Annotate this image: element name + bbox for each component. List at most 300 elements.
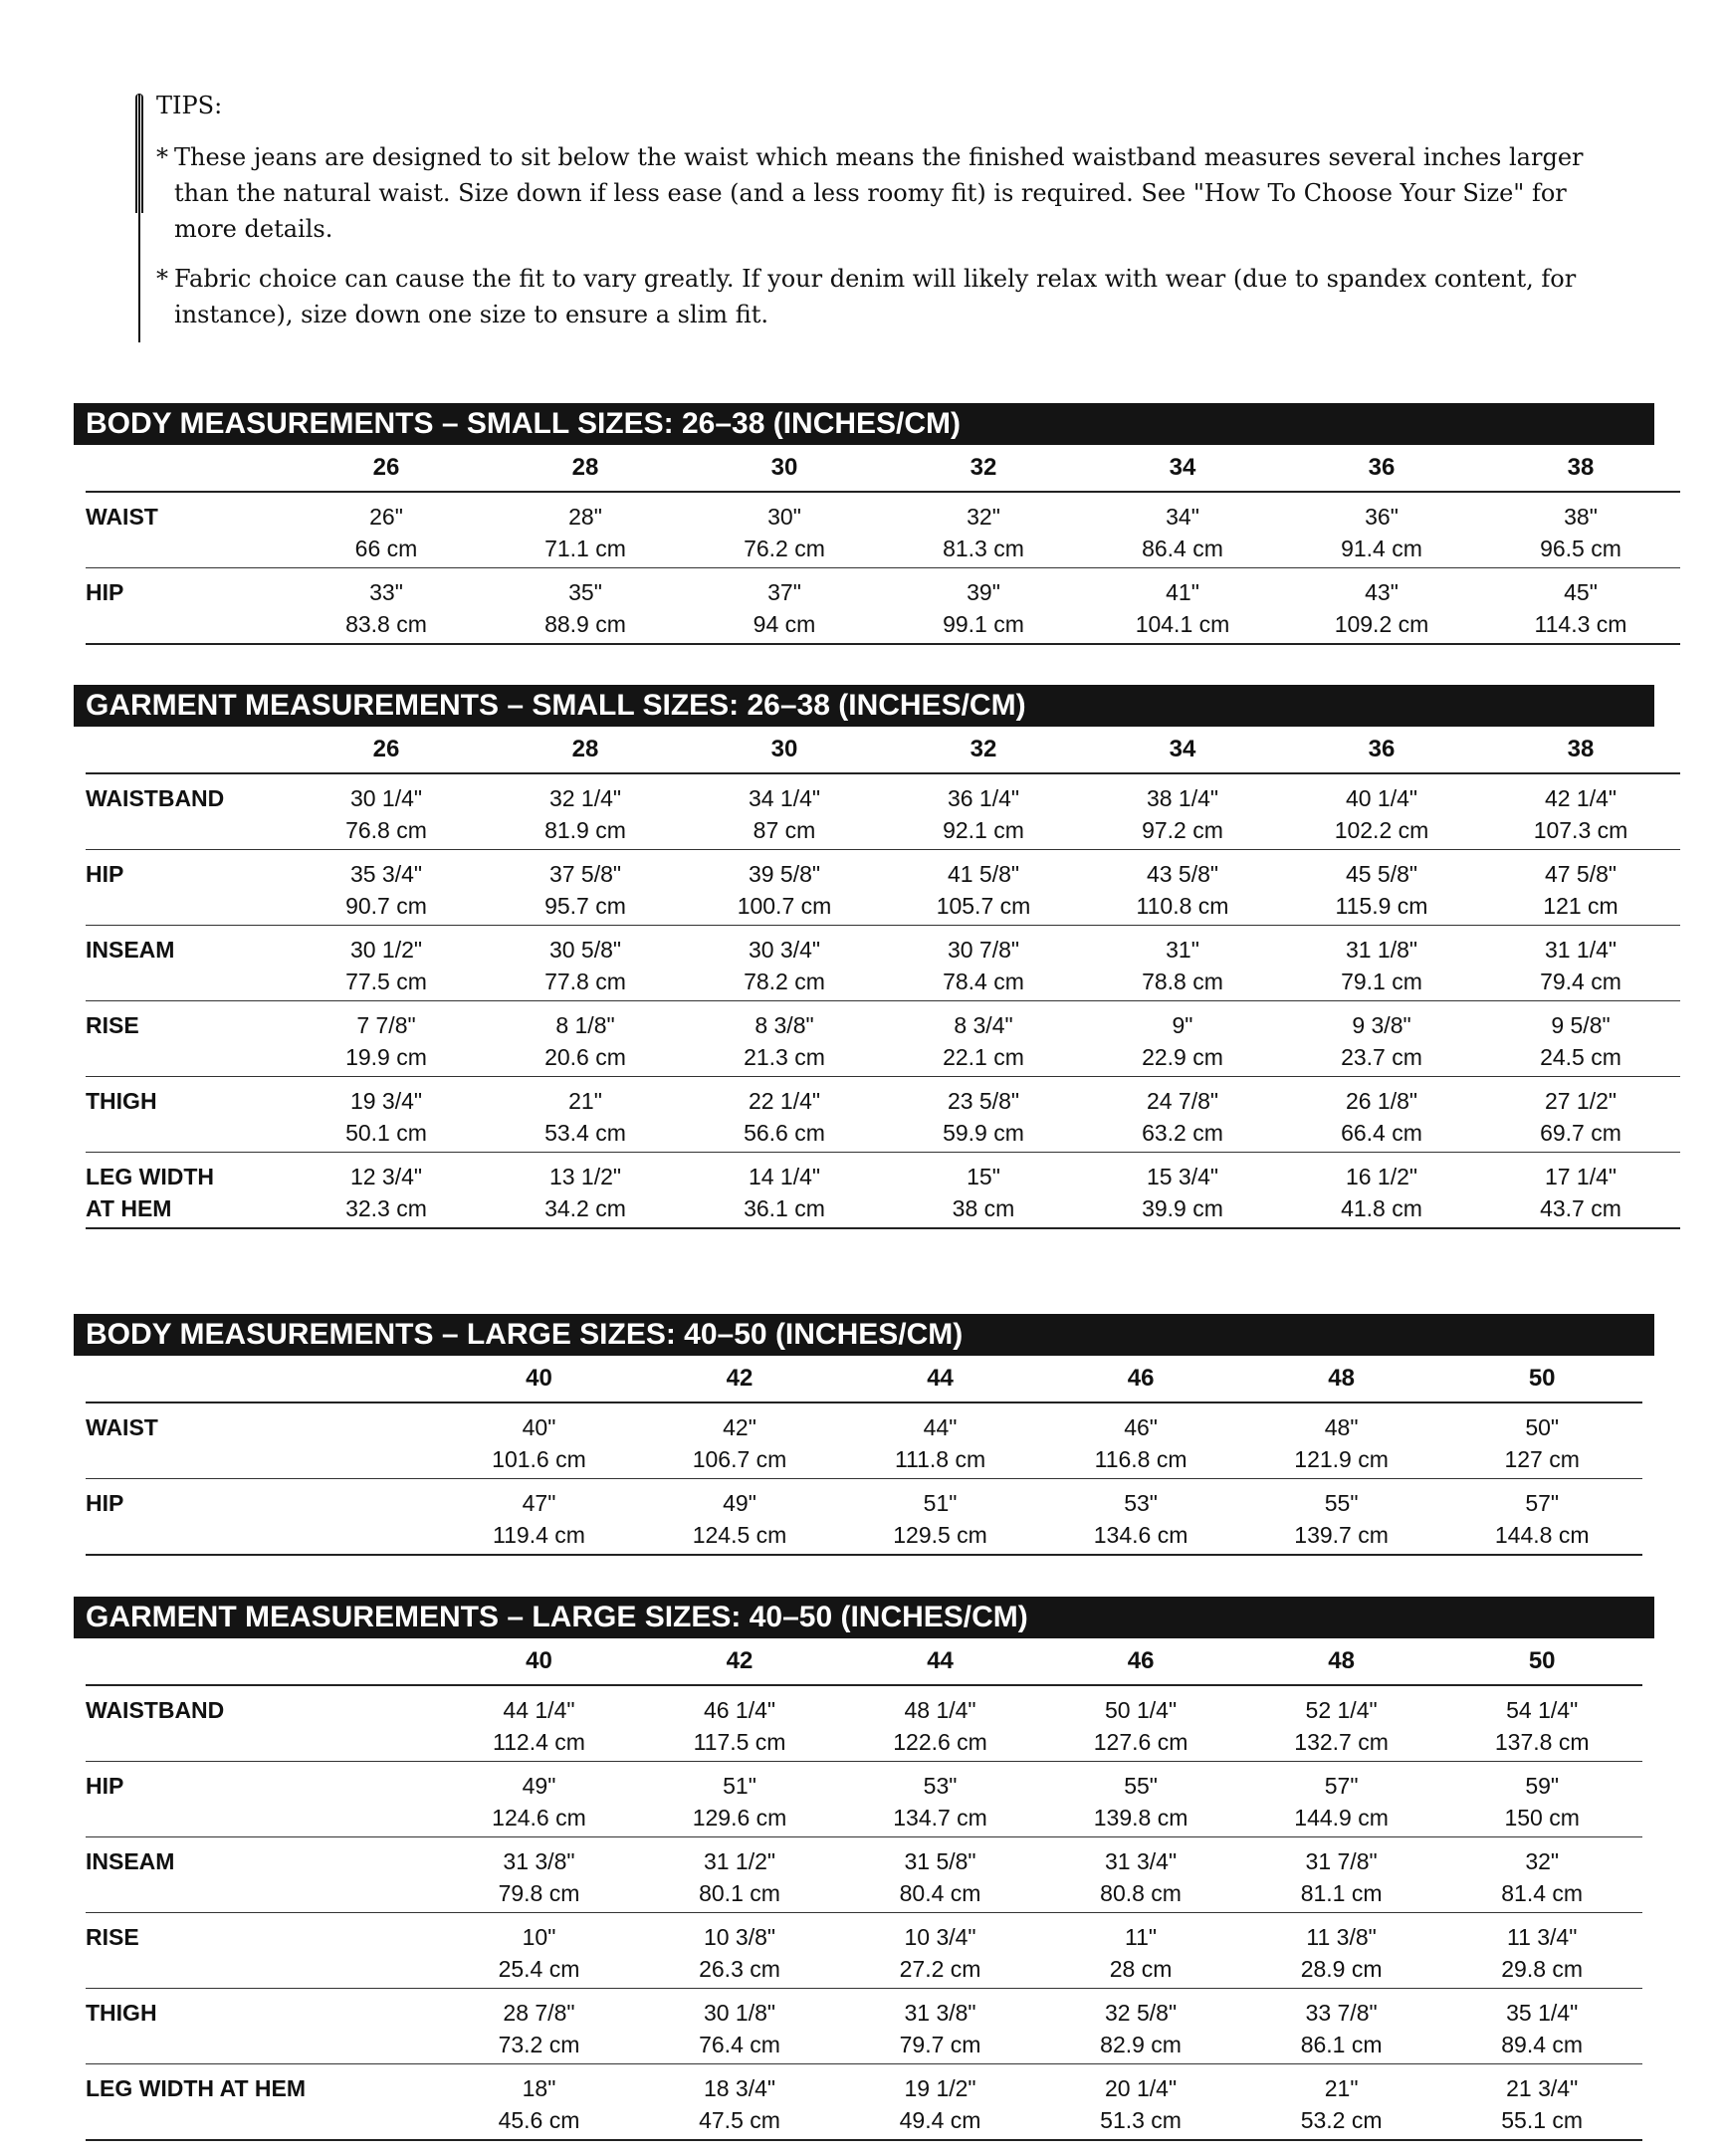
cm-value: 28.9 cm [1300, 1956, 1383, 1982]
corner-cell [86, 1356, 439, 1402]
measurement-cell [1083, 773, 1282, 850]
inches-value: 30 7/8" [947, 937, 1020, 963]
inches-value: 31 5/8" [904, 1848, 976, 1874]
size-header: 26 [287, 727, 486, 773]
bullet-asterisk: * [156, 143, 168, 171]
measurement-cell [1481, 850, 1680, 926]
size-table [86, 445, 1680, 645]
size-table [86, 727, 1680, 1229]
measurement-cell [1282, 492, 1481, 568]
inches-value: 31 1/4" [1544, 937, 1618, 963]
cm-value: 116.8 cm [1094, 1446, 1187, 1472]
inches-value: 51" [923, 1490, 958, 1516]
cm-value: 26.3 cm [699, 1956, 780, 1982]
table-row [86, 1077, 1680, 1153]
cm-value: 49.4 cm [899, 2107, 981, 2133]
table-row [86, 773, 1680, 850]
measurement-cell [1040, 1762, 1241, 1837]
inches-value: 45" [1564, 579, 1598, 605]
inches-value: 32 5/8" [1105, 2000, 1178, 2026]
inches-value: 37 5/8" [548, 861, 622, 887]
cm-value: 79.1 cm [1341, 969, 1422, 994]
inches-value: 46 1/4" [703, 1697, 776, 1723]
measurement-cell [439, 2064, 640, 2141]
measurement-cell [1282, 850, 1481, 926]
measurement-cell [287, 568, 486, 645]
measurement-cell [639, 1402, 840, 1479]
cm-value: 78.2 cm [744, 969, 825, 994]
inches-value: 37" [767, 579, 801, 605]
inches-value: 36 1/4" [947, 785, 1020, 811]
cm-value: 80.8 cm [1100, 1880, 1182, 1906]
measurement-cell [1282, 1153, 1481, 1229]
table-row [86, 2064, 1642, 2141]
inches-value: 21 3/4" [1506, 2075, 1579, 2101]
inches-value: 48 1/4" [904, 1697, 976, 1723]
inches-value: 54 1/4" [1506, 1697, 1579, 1723]
cm-value: 111.8 cm [894, 1446, 986, 1472]
measurement-cell [486, 1077, 685, 1153]
measurement-cell [884, 926, 1083, 1001]
inches-value: 49" [723, 1490, 756, 1516]
cm-value: 132.7 cm [1294, 1729, 1389, 1755]
inches-value: 10 3/4" [904, 1924, 976, 1950]
cm-value: 104.1 cm [1135, 611, 1230, 637]
measurement-cell [1241, 1989, 1442, 2064]
table-row [86, 1837, 1642, 1913]
inches-value: 31 3/8" [904, 2000, 976, 2026]
cm-value: 66 cm [354, 536, 418, 561]
inches-value: 35" [568, 579, 602, 605]
inches-value: 8 3/4" [954, 1012, 1013, 1038]
measurement-cell [884, 850, 1083, 926]
size-header: 32 [884, 445, 1083, 492]
row-label: RISE [86, 1001, 287, 1077]
cm-value: 117.5 cm [693, 1729, 786, 1755]
inches-value: 44 1/4" [503, 1697, 575, 1723]
size-header: 38 [1481, 727, 1680, 773]
garment-measurements-small-section [74, 685, 1654, 1229]
cm-value: 47.5 cm [699, 2107, 780, 2133]
size-table [86, 1638, 1642, 2141]
measurement-cell [287, 773, 486, 850]
cm-value: 24.5 cm [1540, 1044, 1621, 1070]
row-label: INSEAM [86, 926, 287, 1001]
inches-value: 16 1/2" [1345, 1164, 1418, 1189]
measurement-cell [1441, 1837, 1642, 1913]
inches-value: 10" [522, 1924, 556, 1950]
inches-value: 51" [723, 1773, 756, 1799]
cm-value: 139.8 cm [1093, 1805, 1188, 1831]
row-label: HIP [86, 568, 287, 645]
inches-value: 32" [1525, 1848, 1560, 1874]
measurement-cell [639, 1913, 840, 1989]
inches-value: 28" [568, 504, 602, 530]
row-label: HIP [86, 850, 287, 926]
cm-value: 129.5 cm [893, 1522, 987, 1548]
measurement-cell [1481, 1153, 1680, 1229]
measurement-cell [439, 1762, 640, 1837]
tips-block [136, 88, 1610, 346]
inches-value: 13 1/2" [548, 1164, 622, 1189]
measurement-cell [840, 1685, 1041, 1762]
cm-value: 25.4 cm [498, 1956, 580, 1982]
inches-value: 41 5/8" [947, 861, 1020, 887]
cm-value: 102.2 cm [1334, 817, 1429, 843]
cm-value: 38 cm [952, 1195, 1015, 1221]
corner-cell [86, 727, 287, 773]
measurement-cell [486, 773, 685, 850]
measurement-cell [685, 773, 884, 850]
tip-text: These jeans are designed to sit below the waist which means the finished waistband measures several inches larger than the natural waist. Size down if less ease (and a less roomy fit) is required. See "How To Choose Your Size" for more details. [174, 143, 1584, 243]
inches-value: 36" [1365, 504, 1399, 530]
measurement-cell [1241, 1913, 1442, 1989]
header-row [86, 1356, 1642, 1402]
cm-value: 21.3 cm [744, 1044, 825, 1070]
inches-value: 41" [1166, 579, 1199, 605]
measurement-cell [1441, 1402, 1642, 1479]
inches-value: 11 3/4" [1506, 1924, 1578, 1950]
inches-value: 53" [923, 1773, 958, 1799]
row-label: RISE [86, 1913, 439, 1989]
inches-value: 30" [767, 504, 801, 530]
inches-value: 26 1/8" [1345, 1088, 1418, 1114]
size-header: 38 [1481, 445, 1680, 492]
inches-value: 23 5/8" [947, 1088, 1020, 1114]
row-label: HIP [86, 1762, 439, 1837]
cm-value: 43.7 cm [1540, 1195, 1621, 1221]
cm-value: 19.9 cm [345, 1044, 427, 1070]
body-measurements-small-section [74, 403, 1654, 645]
inches-value: 31" [1166, 937, 1199, 963]
inches-value: 50 1/4" [1105, 1697, 1178, 1723]
table-row [86, 1153, 1680, 1229]
table-row [86, 850, 1680, 926]
size-header: 46 [1040, 1638, 1241, 1685]
cm-value: 114.3 cm [1534, 611, 1627, 637]
measurement-cell [639, 1479, 840, 1556]
tip-item [136, 139, 1610, 247]
cm-value: 91.4 cm [1341, 536, 1422, 561]
section-title: GARMENT MEASUREMENTS – LARGE SIZES: 40–50 (INCHES/CM) [74, 1597, 1654, 1638]
cm-value: 94 cm [753, 611, 816, 637]
measurement-cell [486, 568, 685, 645]
inches-value: 42" [723, 1414, 756, 1440]
measurement-cell [1282, 1077, 1481, 1153]
measurement-cell [1040, 1837, 1241, 1913]
cm-value: 20.6 cm [544, 1044, 626, 1070]
corner-cell [86, 445, 287, 492]
measurement-cell [1481, 1077, 1680, 1153]
cm-value: 115.9 cm [1335, 893, 1428, 919]
measurement-cell [486, 850, 685, 926]
cm-value: 76.8 cm [345, 817, 427, 843]
measurement-cell [1282, 1001, 1481, 1077]
table-row [86, 1685, 1642, 1762]
cm-value: 121 cm [1543, 893, 1618, 919]
inches-value: 46" [1124, 1414, 1158, 1440]
measurement-cell [1040, 1989, 1241, 2064]
cm-value: 81.4 cm [1501, 1880, 1584, 1906]
inches-value: 57" [1525, 1490, 1560, 1516]
row-label: THIGH [86, 1989, 439, 2064]
table-row [86, 1479, 1642, 1556]
inches-value: 31 3/8" [503, 1848, 575, 1874]
inches-value: 47" [522, 1490, 556, 1516]
row-label: THIGH [86, 1077, 287, 1153]
measurement-cell [1481, 492, 1680, 568]
inches-value: 55" [1324, 1490, 1359, 1516]
measurement-cell [287, 1001, 486, 1077]
cm-value: 96.5 cm [1540, 536, 1621, 561]
cm-value: 124.5 cm [692, 1522, 787, 1548]
measurement-cell [287, 1153, 486, 1229]
size-header: 46 [1040, 1356, 1241, 1402]
measurement-cell [685, 926, 884, 1001]
measurement-cell [1040, 2064, 1241, 2141]
inches-value: 47 5/8" [1544, 861, 1618, 887]
size-header: 44 [840, 1638, 1041, 1685]
table-row [86, 1913, 1642, 1989]
inches-value: 34 1/4" [748, 785, 821, 811]
cm-value: 150 cm [1504, 1805, 1580, 1831]
inches-value: 33 7/8" [1305, 2000, 1378, 2026]
cm-value: 59.9 cm [943, 1120, 1024, 1146]
inches-value: 31 1/2" [703, 1848, 776, 1874]
inches-value: 22 1/4" [748, 1088, 821, 1114]
measurement-cell [1481, 1001, 1680, 1077]
inches-value: 35 1/4" [1506, 2000, 1579, 2026]
table-row [86, 492, 1680, 568]
header-row [86, 1638, 1642, 1685]
inches-value: 18" [522, 2075, 556, 2101]
cm-value: 122.6 cm [893, 1729, 987, 1755]
measurement-cell [840, 2064, 1041, 2141]
inches-value: 26" [369, 504, 403, 530]
table-row [86, 1402, 1642, 1479]
measurement-cell [840, 1837, 1041, 1913]
measurement-cell [685, 568, 884, 645]
row-label: WAIST [86, 492, 287, 568]
inches-value: 39 5/8" [748, 861, 821, 887]
measurement-cell [1083, 492, 1282, 568]
row-label: WAISTBAND [86, 1685, 439, 1762]
cm-value: 76.2 cm [744, 536, 825, 561]
cm-value: 101.6 cm [492, 1446, 586, 1472]
cm-value: 83.8 cm [345, 611, 427, 637]
cm-value: 134.6 cm [1093, 1522, 1188, 1548]
inches-value: 33" [369, 579, 403, 605]
measurement-cell [685, 1001, 884, 1077]
cm-value: 78.8 cm [1142, 969, 1223, 994]
cm-value: 112.4 cm [493, 1729, 585, 1755]
measurement-cell [1083, 1153, 1282, 1229]
cm-value: 79.7 cm [899, 2032, 981, 2057]
table-row [86, 568, 1680, 645]
cm-value: 100.7 cm [737, 893, 832, 919]
table-row [86, 926, 1680, 1001]
measurement-cell [884, 773, 1083, 850]
measurement-cell [1083, 1001, 1282, 1077]
measurement-cell [1040, 1913, 1241, 1989]
size-header: 30 [685, 445, 884, 492]
measurement-cell [287, 850, 486, 926]
cm-value: 81.3 cm [943, 536, 1024, 561]
size-header: 34 [1083, 727, 1282, 773]
inches-value: 11" [1125, 1924, 1158, 1950]
measurement-cell [1083, 926, 1282, 1001]
measurement-cell [1241, 1762, 1442, 1837]
inches-value: 28 7/8" [503, 2000, 575, 2026]
measurement-cell [486, 492, 685, 568]
measurement-cell [840, 1913, 1041, 1989]
measurement-cell [639, 2064, 840, 2141]
cm-value: 81.1 cm [1300, 1880, 1383, 1906]
measurement-cell [639, 1762, 840, 1837]
inches-value: 38" [1564, 504, 1598, 530]
measurement-cell [685, 850, 884, 926]
row-label: INSEAM [86, 1837, 439, 1913]
cm-value: 63.2 cm [1142, 1120, 1223, 1146]
row-label: LEG WIDTH AT HEM [86, 1153, 287, 1229]
cm-value: 86.4 cm [1142, 536, 1223, 561]
measurement-cell [884, 1153, 1083, 1229]
cm-value: 97.2 cm [1142, 817, 1223, 843]
cm-value: 77.5 cm [345, 969, 427, 994]
cm-value: 76.4 cm [699, 2032, 780, 2057]
cm-value: 127.6 cm [1093, 1729, 1188, 1755]
cm-value: 81.9 cm [544, 817, 626, 843]
cm-value: 88.9 cm [544, 611, 626, 637]
inches-value: 30 1/4" [349, 785, 423, 811]
cm-value: 107.3 cm [1533, 817, 1628, 843]
measurement-cell [884, 1001, 1083, 1077]
measurement-cell [1083, 1077, 1282, 1153]
size-header: 34 [1083, 445, 1282, 492]
measurement-cell [1481, 926, 1680, 1001]
cm-value: 144.9 cm [1294, 1805, 1389, 1831]
size-header: 48 [1241, 1638, 1442, 1685]
measurement-cell [287, 1077, 486, 1153]
inches-value: 31 1/8" [1345, 937, 1418, 963]
inches-value: 19 3/4" [349, 1088, 423, 1114]
inches-value: 10 3/8" [703, 1924, 776, 1950]
cm-value: 79.4 cm [1540, 969, 1621, 994]
inches-value: 31 3/4" [1105, 1848, 1178, 1874]
cm-value: 22.9 cm [1142, 1044, 1223, 1070]
measurement-cell [1481, 568, 1680, 645]
cm-value: 127 cm [1504, 1446, 1580, 1472]
inches-value: 11 3/8" [1306, 1924, 1377, 1950]
cm-value: 36.1 cm [744, 1195, 825, 1221]
measurement-cell [439, 1479, 640, 1556]
table-row [86, 1762, 1642, 1837]
cm-value: 129.6 cm [692, 1805, 787, 1831]
inches-value: 17 1/4" [1544, 1164, 1618, 1189]
inches-value: 18 3/4" [703, 2075, 776, 2101]
inches-value: 49" [522, 1773, 556, 1799]
inches-value: 15" [967, 1164, 1000, 1189]
measurement-cell [840, 1479, 1041, 1556]
measurement-cell [1441, 1913, 1642, 1989]
inches-value: 12 3/4" [349, 1164, 423, 1189]
size-header: 28 [486, 445, 685, 492]
measurement-cell [1481, 773, 1680, 850]
cm-value: 79.8 cm [498, 1880, 580, 1906]
cm-value: 139.7 cm [1294, 1522, 1389, 1548]
inches-value: 9" [1172, 1012, 1193, 1038]
inches-value: 55" [1124, 1773, 1158, 1799]
measurement-cell [685, 1153, 884, 1229]
measurement-cell [1083, 568, 1282, 645]
cm-value: 90.7 cm [345, 893, 427, 919]
size-header: 44 [840, 1356, 1041, 1402]
measurement-cell [639, 1685, 840, 1762]
cm-value: 32.3 cm [345, 1195, 427, 1221]
measurement-cell [287, 926, 486, 1001]
inches-value: 32" [967, 504, 1000, 530]
cm-value: 124.6 cm [492, 1805, 586, 1831]
size-header: 42 [639, 1356, 840, 1402]
cm-value: 71.1 cm [544, 536, 626, 561]
cm-value: 82.9 cm [1100, 2032, 1182, 2057]
inches-value: 50" [1525, 1414, 1560, 1440]
measurement-cell [1241, 2064, 1442, 2141]
cm-value: 66.4 cm [1341, 1120, 1422, 1146]
size-header: 32 [884, 727, 1083, 773]
cm-value: 77.8 cm [544, 969, 626, 994]
inches-value: 8 3/8" [755, 1012, 814, 1038]
measurement-cell [1282, 773, 1481, 850]
inches-value: 14 1/4" [748, 1164, 821, 1189]
cm-value: 28 cm [1109, 1956, 1173, 1982]
inches-value: 59" [1525, 1773, 1560, 1799]
row-label: LEG WIDTH AT HEM [86, 2064, 439, 2141]
cm-value: 50.1 cm [345, 1120, 427, 1146]
inches-value: 40" [522, 1414, 556, 1440]
inches-value: 39" [967, 579, 1000, 605]
measurement-cell [1441, 2064, 1642, 2141]
inches-value: 21" [1324, 2075, 1359, 2101]
inches-value: 32 1/4" [548, 785, 622, 811]
inches-value: 24 7/8" [1146, 1088, 1219, 1114]
measurement-cell [840, 1989, 1041, 2064]
measurement-cell [1441, 1479, 1642, 1556]
cm-value: 137.8 cm [1494, 1729, 1590, 1755]
measurement-cell [1282, 926, 1481, 1001]
inches-value: 9 3/8" [1352, 1012, 1411, 1038]
table-row [86, 1001, 1680, 1077]
cm-value: 51.3 cm [1100, 2107, 1182, 2133]
cm-value: 23.7 cm [1341, 1044, 1422, 1070]
inches-value: 57" [1324, 1773, 1359, 1799]
section-title: GARMENT MEASUREMENTS – SMALL SIZES: 26–38 (INCHES/CM) [74, 685, 1654, 727]
inches-value: 31 7/8" [1305, 1848, 1378, 1874]
measurement-cell [685, 492, 884, 568]
size-table [86, 1356, 1642, 1556]
row-label: WAIST [86, 1402, 439, 1479]
cm-value: 80.1 cm [699, 1880, 780, 1906]
inches-value: 40 1/4" [1345, 785, 1418, 811]
cm-value: 53.2 cm [1300, 2107, 1383, 2133]
measurement-cell [840, 1762, 1041, 1837]
size-header: 26 [287, 445, 486, 492]
size-header: 30 [685, 727, 884, 773]
cm-value: 105.7 cm [936, 893, 1031, 919]
measurement-cell [639, 1989, 840, 2064]
size-header: 28 [486, 727, 685, 773]
inches-value: 27 1/2" [1544, 1088, 1618, 1114]
